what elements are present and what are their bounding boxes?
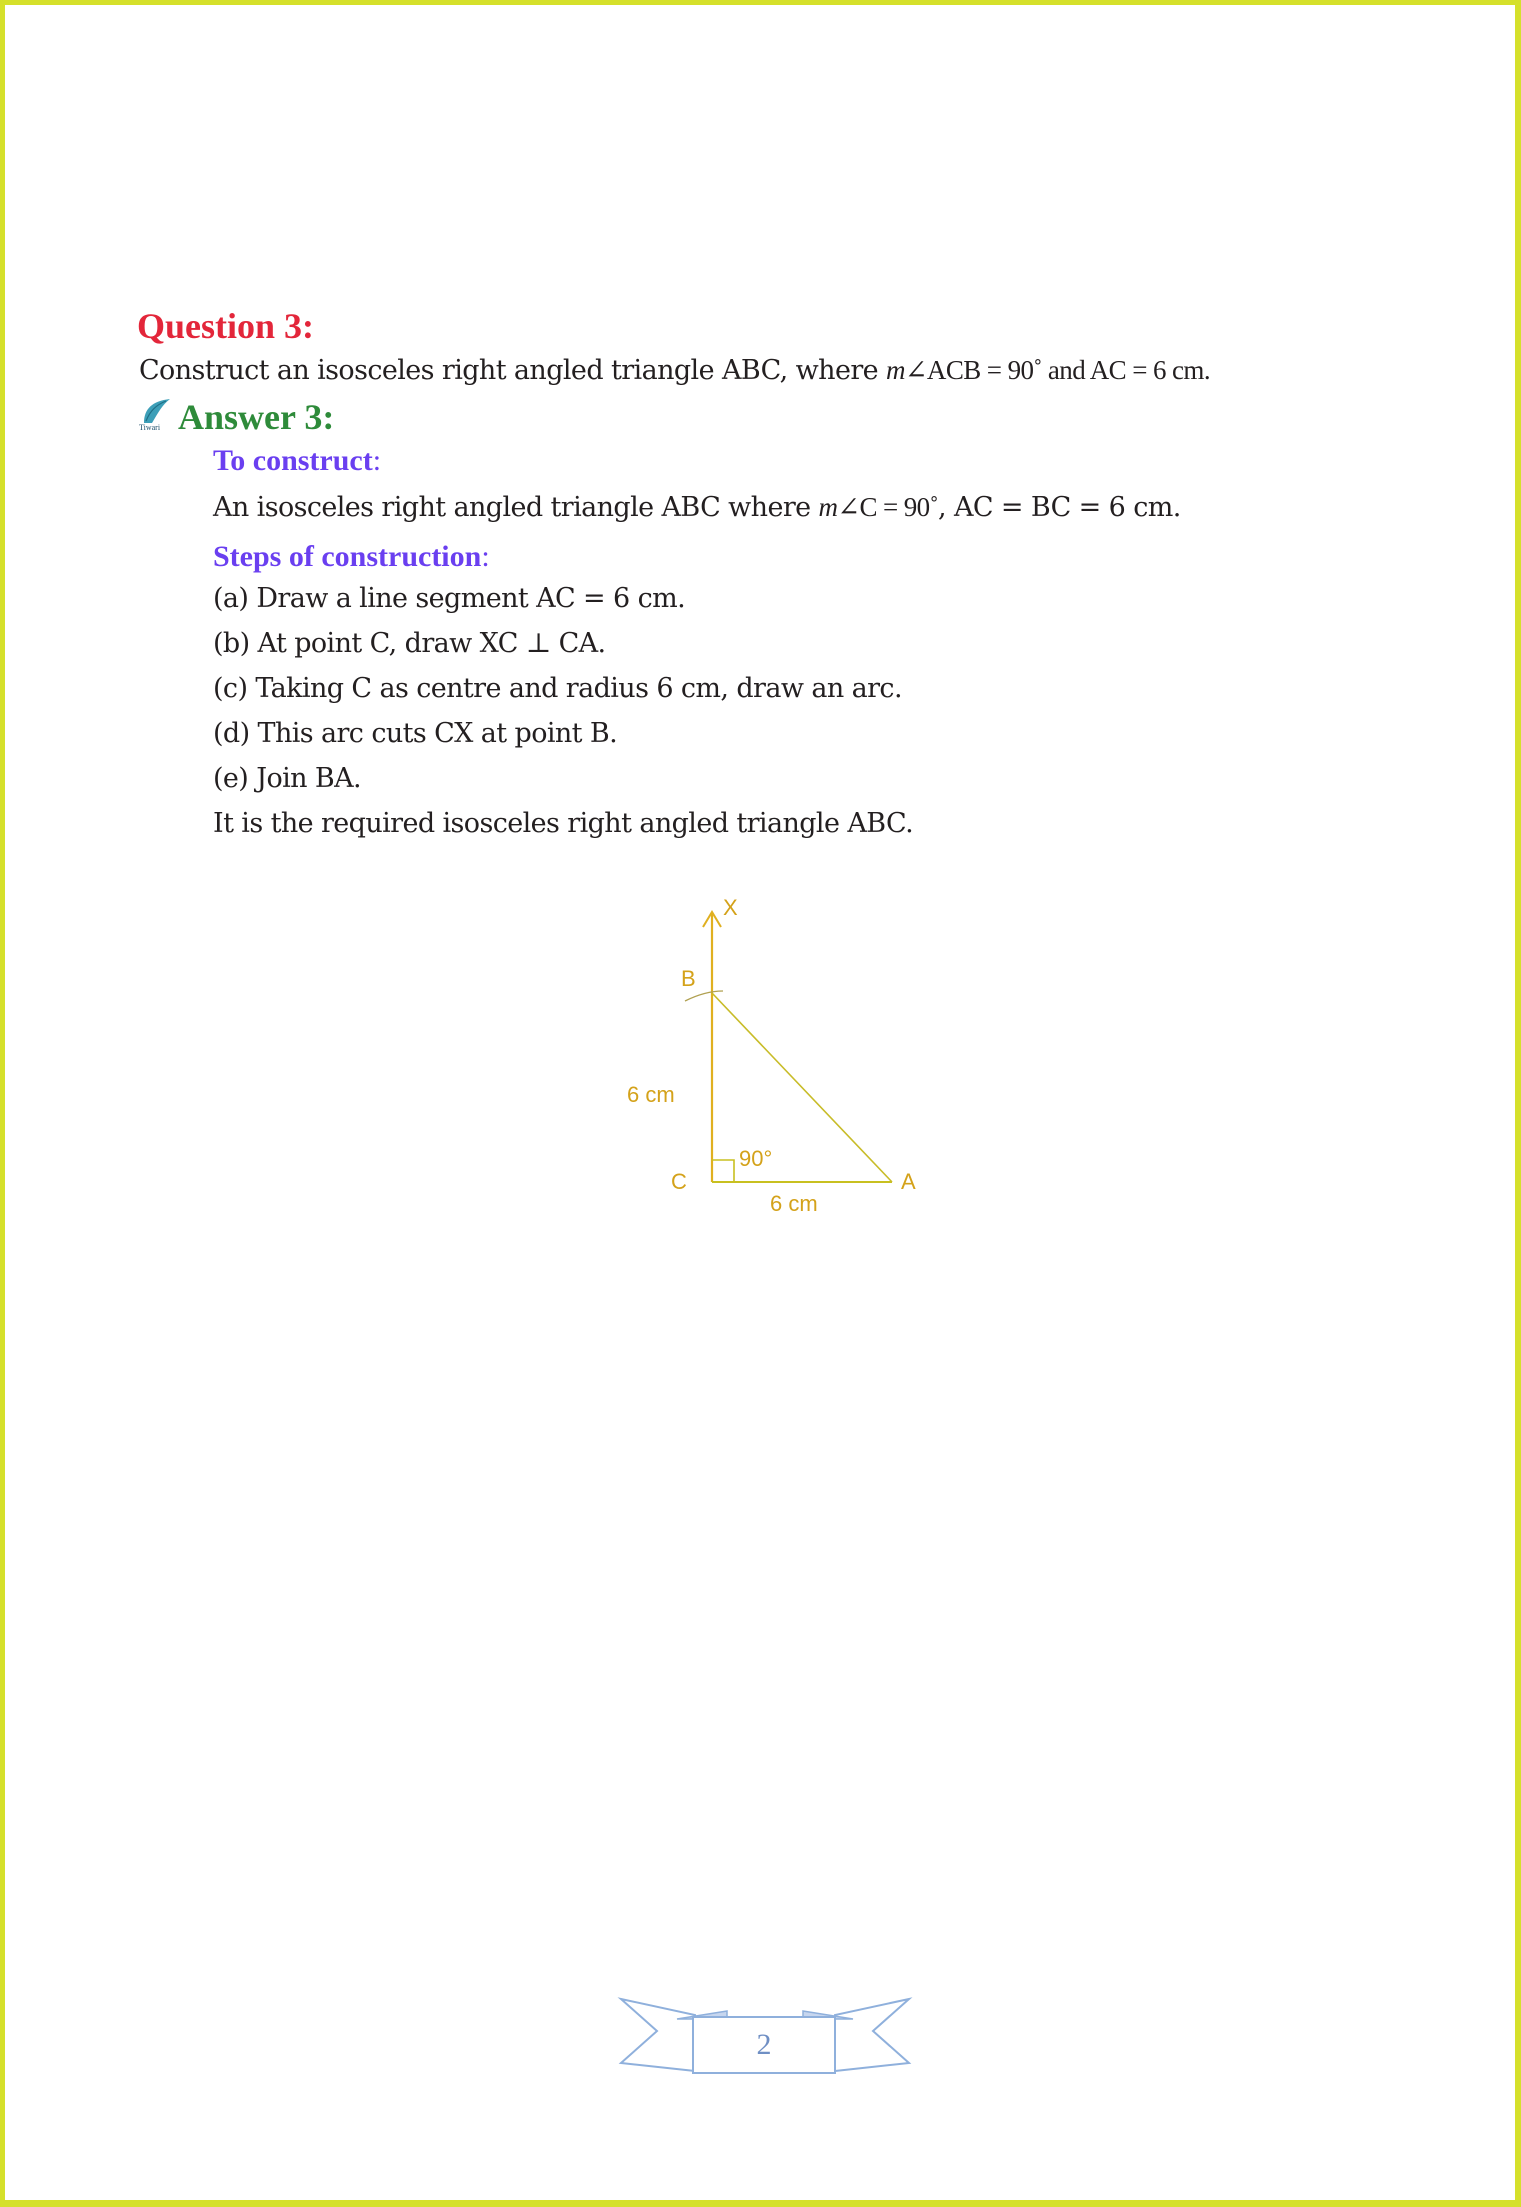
tiwari-logo-icon xyxy=(138,397,174,433)
math-angle: ∠C = 90˚ xyxy=(837,492,938,522)
math-m: m xyxy=(886,355,905,385)
label-ca-length: 6 cm xyxy=(770,1191,818,1216)
to-construct-text xyxy=(213,492,1181,523)
steps-heading xyxy=(213,540,490,574)
to-construct-text-suffix: , AC = BC = 6 cm. xyxy=(937,492,1181,523)
question-text-prefix: Construct an isosceles right angled triangle ABC, where xyxy=(139,355,886,386)
label-angle: 90° xyxy=(739,1146,773,1171)
step-a: (a) Draw a line segment AC = 6 cm. xyxy=(213,583,686,614)
label-bc-length: 6 cm xyxy=(627,1082,675,1107)
step-d: (d) This arc cuts CX at point B. xyxy=(213,718,618,749)
label-b: B xyxy=(681,966,696,991)
svg-text:Tiwari: Tiwari xyxy=(139,423,161,432)
label-a: A xyxy=(901,1169,916,1194)
steps-label: Steps of construction xyxy=(213,540,482,573)
question-text xyxy=(139,355,1210,386)
page-number: 2 xyxy=(756,2028,772,2061)
question-title: Question 3: xyxy=(137,306,315,346)
step-c: (c) Taking C as centre and radius 6 cm, draw an arc. xyxy=(213,673,902,704)
to-construct-label: To construct xyxy=(213,444,373,477)
to-construct-colon: : xyxy=(372,444,382,477)
math-m: m xyxy=(818,492,838,522)
step-b: (b) At point C, draw XC ⊥ CA. xyxy=(213,628,606,659)
right-angle-mark xyxy=(712,1160,734,1182)
to-construct-text-prefix: An isosceles right angled triangle ABC where xyxy=(213,492,819,523)
to-construct-heading xyxy=(213,444,381,478)
steps-colon: : xyxy=(481,540,490,573)
conclusion-text: It is the required isosceles right angled triangle ABC. xyxy=(213,808,914,839)
answer-title: Answer 3: xyxy=(178,397,335,437)
triangle-figure xyxy=(605,885,945,1225)
label-x: X xyxy=(723,895,738,920)
math-angle: ∠ACB = 90˚ xyxy=(904,355,1042,385)
label-c: C xyxy=(671,1169,687,1194)
question-text-suffix: and AC = 6 cm. xyxy=(1041,355,1210,385)
step-e: (e) Join BA. xyxy=(213,763,362,794)
